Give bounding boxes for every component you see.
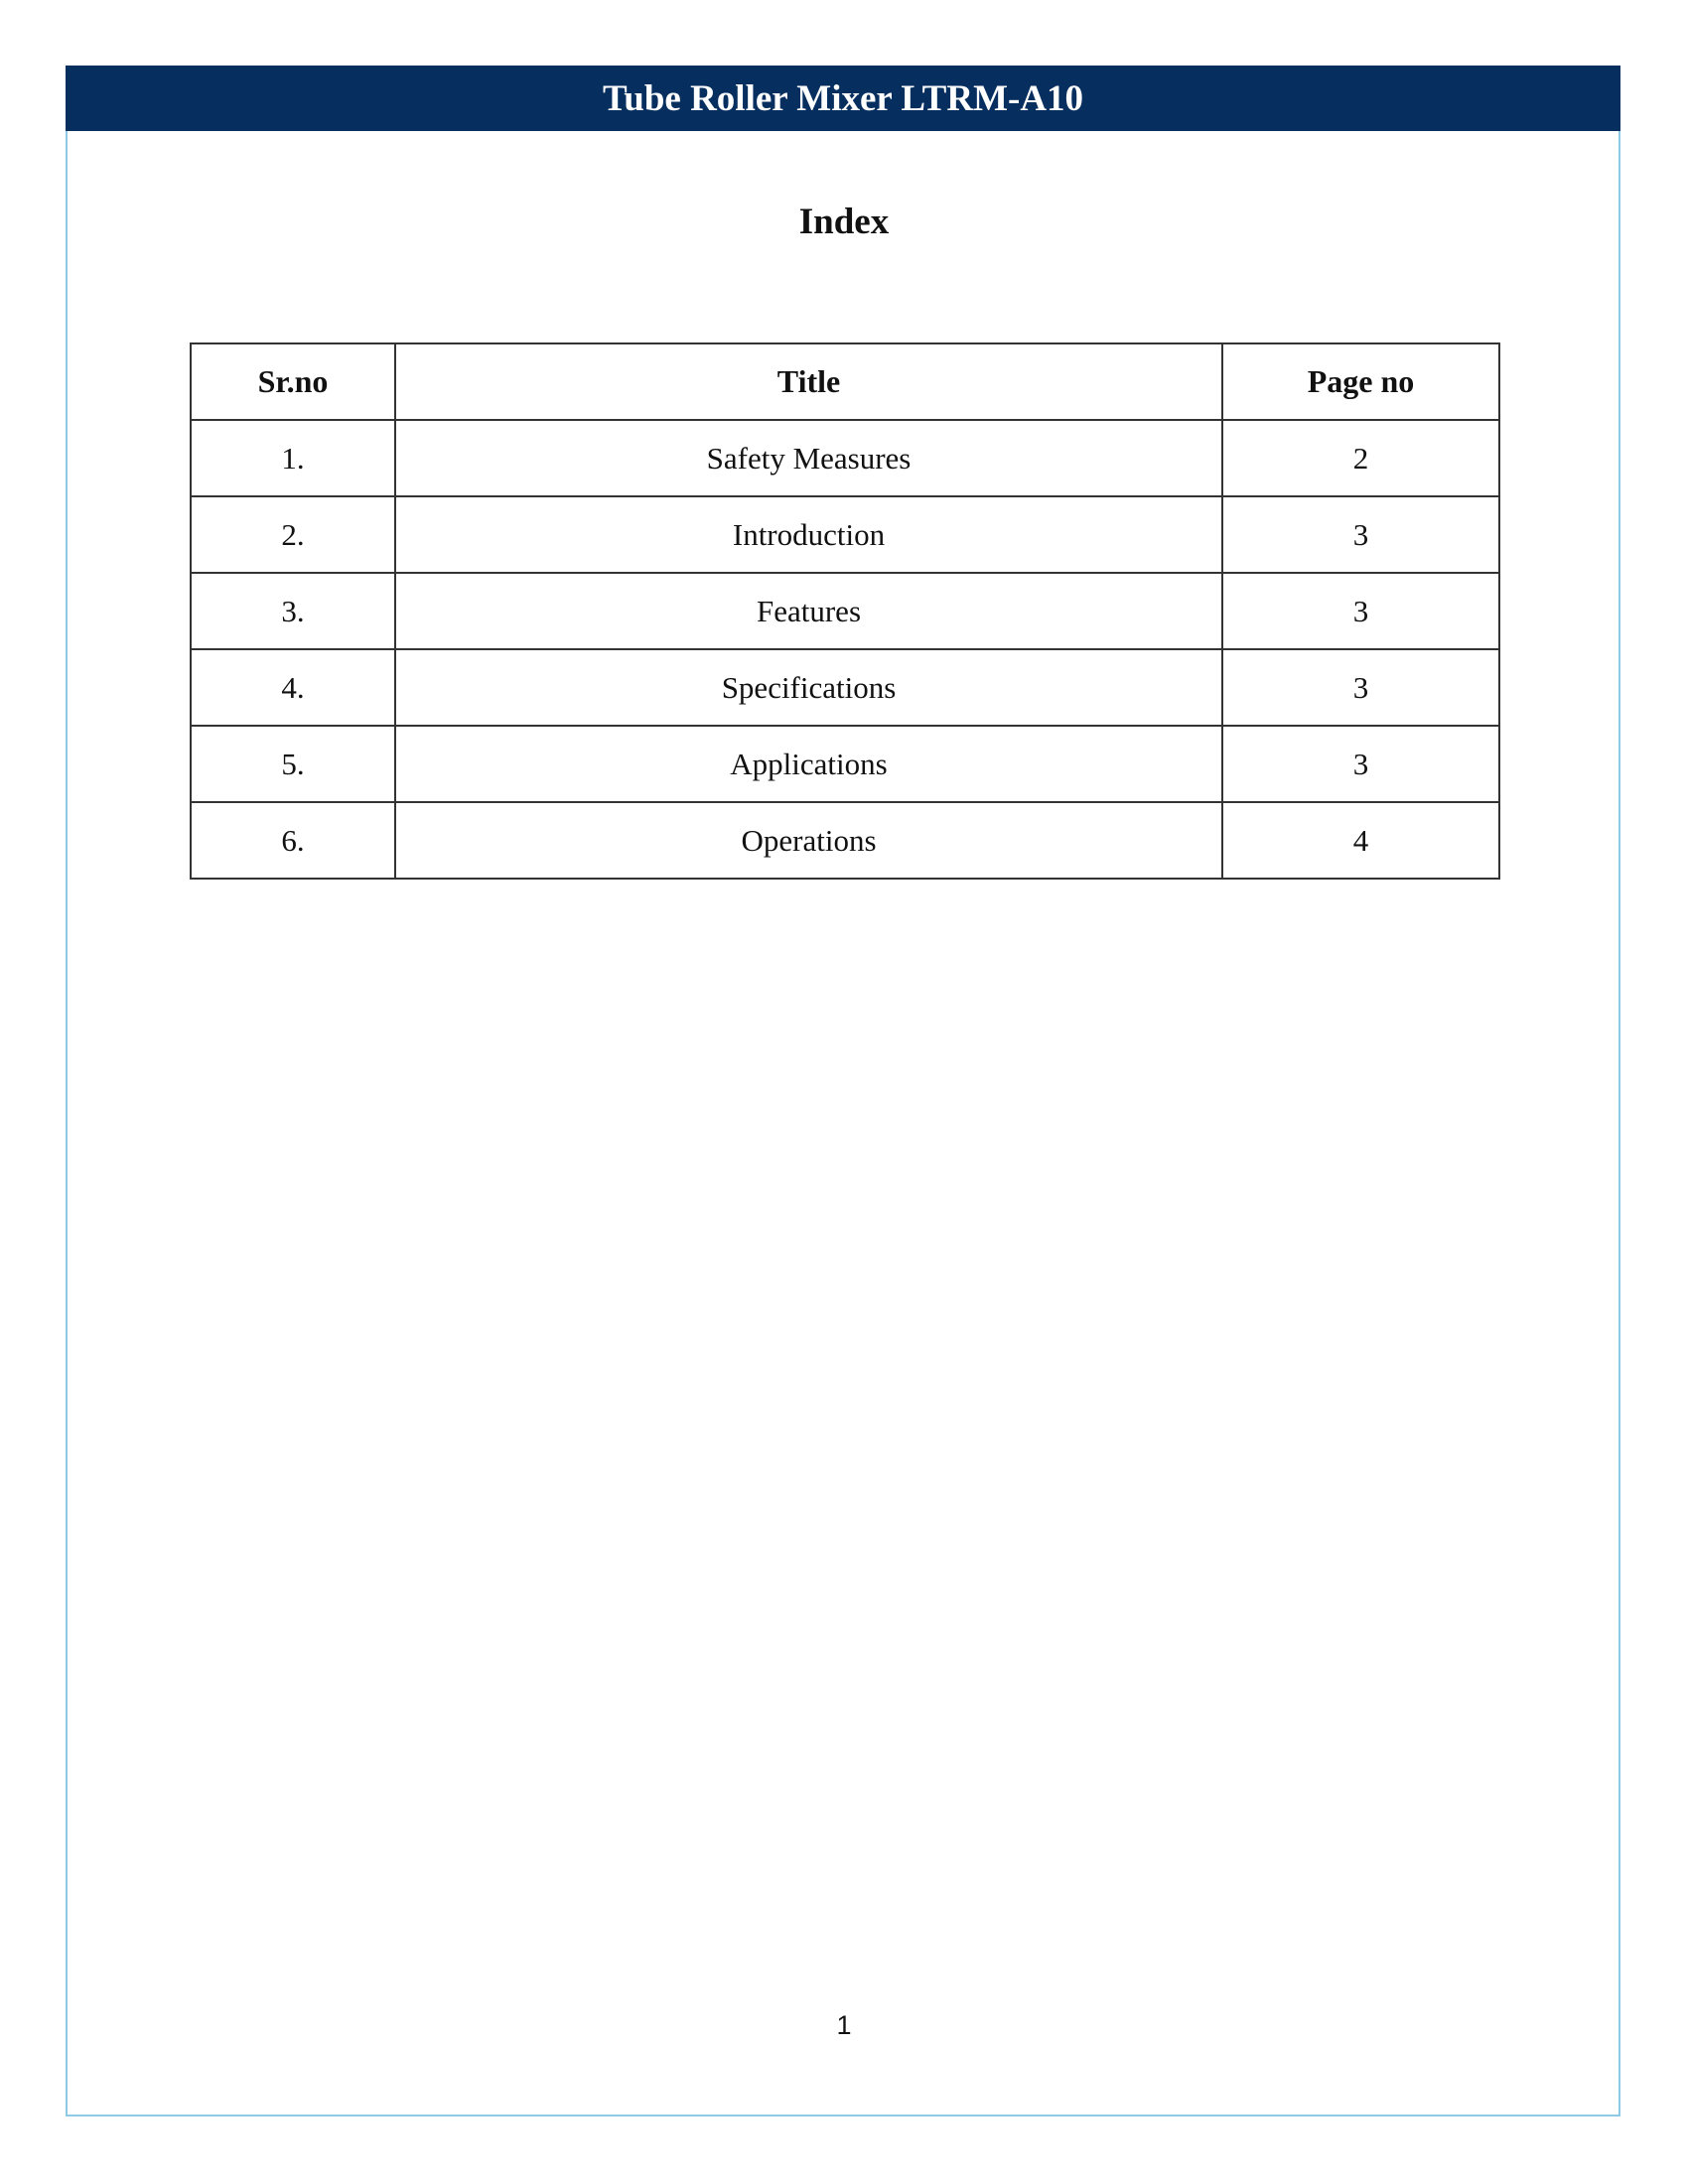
page-number: 1 [836,2010,852,2040]
cell-title: Safety Measures [395,420,1222,496]
cell-sr-no: 5. [191,726,395,802]
cell-sr-no: 2. [191,496,395,573]
table-row [191,420,1499,496]
cell-sr-no: 3. [191,573,395,649]
table-row [191,649,1499,726]
cell-sr-no: 6. [191,802,395,879]
document-header-title: Tube Roller Mixer LTRM-A10 [602,77,1084,119]
cell-page-no: 3 [1222,726,1499,802]
column-header-page-no: Page no [1222,343,1499,420]
table-row [191,496,1499,573]
table-row [191,726,1499,802]
cell-page-no: 3 [1222,496,1499,573]
cell-sr-no: 1. [191,420,395,496]
cell-sr-no: 4. [191,649,395,726]
document-header-bar [66,66,1620,131]
column-header-title: Title [395,343,1222,420]
index-heading: Index [798,202,890,242]
cell-title: Applications [395,726,1222,802]
index-table-header-row [191,343,1499,420]
cell-page-no: 2 [1222,420,1499,496]
table-row [191,802,1499,879]
cell-page-no: 4 [1222,802,1499,879]
cell-page-no: 3 [1222,573,1499,649]
index-table [190,342,1500,880]
cell-title: Specifications [395,649,1222,726]
table-row [191,573,1499,649]
cell-title: Introduction [395,496,1222,573]
column-header-sr-no: Sr.no [191,343,395,420]
cell-title: Operations [395,802,1222,879]
cell-title: Features [395,573,1222,649]
cell-page-no: 3 [1222,649,1499,726]
